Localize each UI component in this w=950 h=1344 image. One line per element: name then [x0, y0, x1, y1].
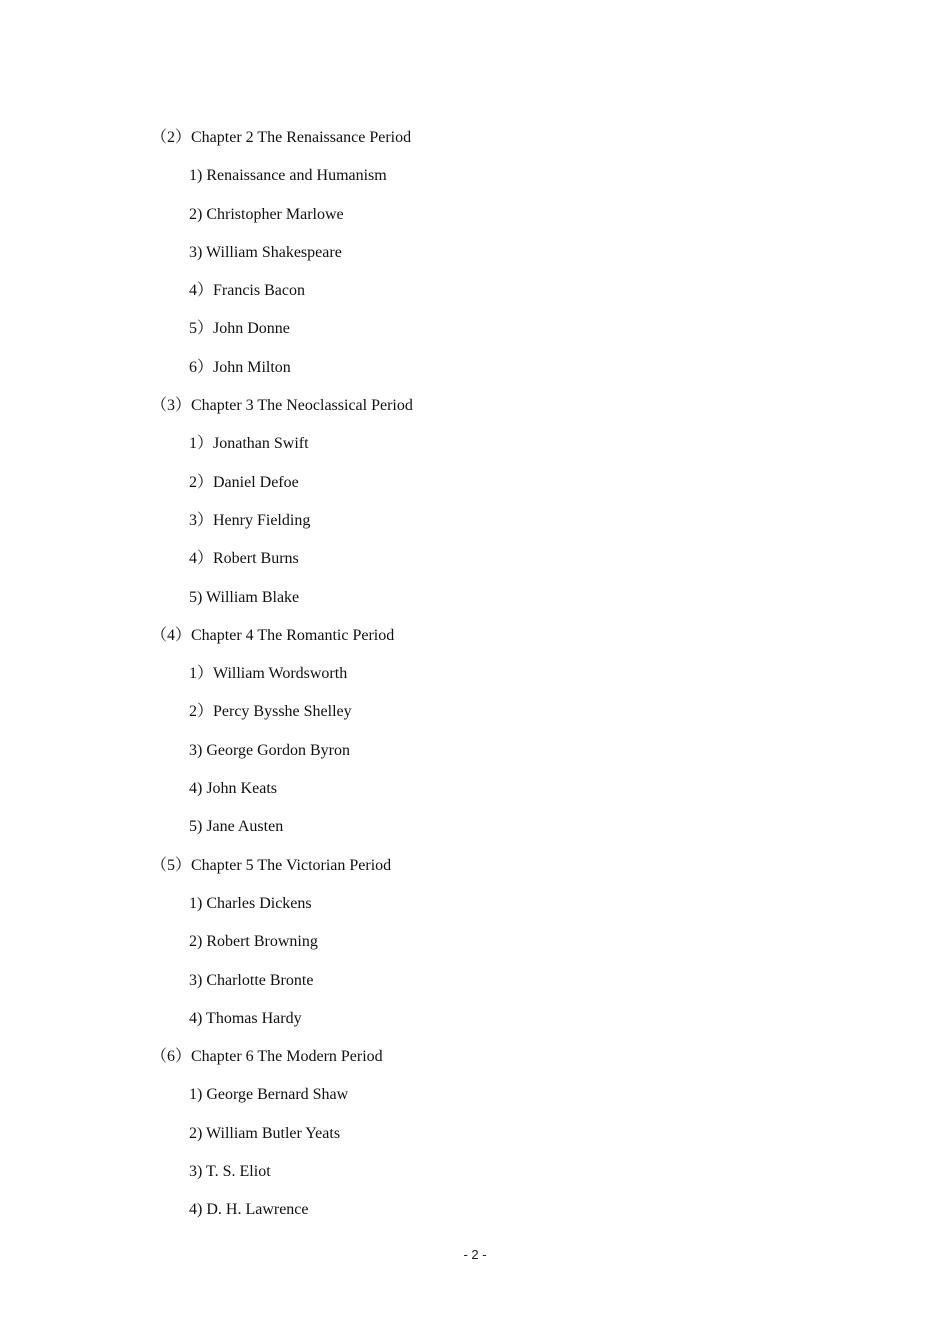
author-item: 5) Jane Austen: [189, 818, 284, 836]
author-item: 1）Jonathan Swift: [189, 435, 309, 453]
author-item: 4) John Keats: [189, 780, 277, 798]
chapter-heading: （2）Chapter 2 The Renaissance Period: [151, 129, 412, 146]
author-item: 1) George Bernard Shaw: [189, 1086, 349, 1104]
author-item: 4）Robert Burns: [189, 550, 299, 568]
author-item: 3) George Gordon Byron: [189, 741, 351, 759]
author-item: 5) William Blake: [189, 588, 300, 606]
author-item: 6）John Milton: [189, 358, 291, 376]
chapter-heading: （3）Chapter 3 The Neoclassical Period: [151, 397, 413, 415]
author-item: 4) D. H. Lawrence: [189, 1201, 309, 1219]
author-item: 3）Henry Fielding: [189, 511, 311, 529]
chapter-heading: （5）Chapter 5 The Victorian Period: [151, 856, 392, 874]
author-item: 2）Percy Bysshe Shelley: [189, 703, 352, 721]
author-item: 1) Renaissance and Humanism: [189, 167, 387, 185]
author-item: 1）William Wordsworth: [189, 665, 348, 683]
author-item: 3) Charlotte Bronte: [189, 971, 314, 989]
chapter-heading: （4）Chapter 4 The Romantic Period: [151, 626, 395, 644]
chapter-outline: [0, 126, 950, 1237]
author-item: 5）John Donne: [189, 320, 290, 338]
author-item: 3) William Shakespeare: [189, 243, 342, 261]
author-item: 1) Charles Dickens: [189, 894, 312, 912]
author-item: 2) William Butler Yeats: [189, 1124, 341, 1142]
author-item: 4）Francis Bacon: [189, 282, 305, 300]
author-item: 2) Robert Browning: [189, 933, 318, 951]
author-item: 2）Daniel Defoe: [189, 473, 299, 491]
author-item: 2) Christopher Marlowe: [189, 205, 344, 223]
chapter-heading: （6）Chapter 6 The Modern Period: [151, 1048, 383, 1066]
author-item: 4) Thomas Hardy: [189, 1009, 302, 1027]
page-number: - 2 -: [463, 1247, 487, 1262]
author-item: 3) T. S. Eliot: [189, 1163, 271, 1181]
